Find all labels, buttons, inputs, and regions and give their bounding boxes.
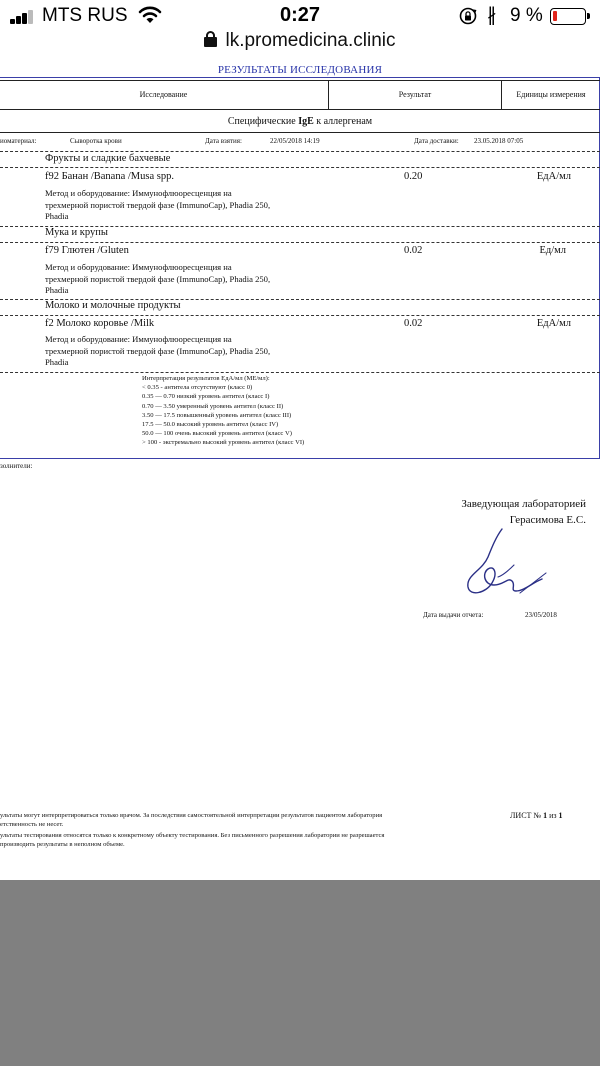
bluetooth-icon: ∦	[487, 5, 497, 26]
status-bar	[0, 0, 600, 32]
test-result: 0.20	[404, 171, 423, 182]
group-title: Мука и крупы	[45, 227, 108, 238]
group-title: Молоко и молочные продукты	[45, 300, 181, 311]
column-header-test: Исследование	[139, 90, 188, 99]
issue-date-value: 23/05/2018	[525, 611, 557, 619]
divider	[0, 132, 600, 133]
test-result: 0.02	[404, 318, 423, 329]
clock: 0:27	[279, 4, 321, 26]
test-unit: Ед/мл	[539, 245, 566, 256]
page-number: ЛИСТ № 1 из 1	[510, 811, 563, 820]
test-unit: ЕдА/мл	[536, 171, 571, 182]
battery-icon	[550, 8, 586, 25]
method-note: Метод и оборудование: Иммунофлюоресценция на трехмерной пористой твердой фазе (ImmunoCap), Phadia 250, Phadia	[45, 188, 271, 221]
material-value: Сыворотка крови	[70, 137, 122, 145]
battery-percent: 9 %	[510, 5, 543, 26]
carrier-name: MTS RUS	[42, 5, 128, 26]
signer-title: Заведующая лабораторией	[461, 498, 586, 510]
column-header-result: Результат	[328, 81, 501, 109]
test-unit: ЕдА/мл	[536, 318, 571, 329]
page-background-grey	[0, 880, 600, 1066]
collected-value: 22/05/2018 14:19	[270, 137, 320, 145]
divider	[0, 151, 600, 152]
handwritten-signature	[458, 525, 553, 605]
signer-name: Герасимова Е.С.	[509, 514, 586, 526]
performers-label: золнители:	[0, 462, 33, 470]
delivered-value: 23.05.2018 07:05	[474, 137, 524, 145]
table-header	[0, 80, 600, 110]
interpretation-legend: Интерпретация результатов ЕдА/мл (МЕ/мл): < 0.35 - антитела отсутствуют (класс 0) 0.35 — 0.70 низкий уровень антител (класс I) 0.70 — 3.50 умеренный уровень антител (класс II) 3.50 — 17.5 повышенный уровень антител (класс III) 17.5 — 50.0 высокий уровень антител (класс IV) 50.0 — 100 очень высокий уровень антител (класс V) > 100 - экстремально высокий уровень антител (класс VI)	[142, 375, 305, 447]
material-label: иоматериал:	[0, 137, 37, 145]
issue-date-label: Дата выдачи отчета:	[423, 611, 484, 619]
divider	[0, 167, 600, 168]
group-title: Фрукты и сладкие бахчевые	[45, 153, 171, 164]
address-bar[interactable]	[0, 30, 600, 60]
divider	[0, 242, 600, 243]
document-title: РЕЗУЛЬТАТЫ ИССЛЕДОВАНИЯ	[217, 64, 383, 76]
method-note: Метод и оборудование: Иммунофлюоресценция на трехмерной пористой твердой фазе (ImmunoCap), Phadia 250, Phadia	[45, 334, 271, 367]
column-header-units: Единицы измерения	[501, 81, 600, 109]
test-name: f92 Банан /Banana /Musa spp.	[45, 171, 174, 182]
rotation-lock-icon	[459, 7, 477, 25]
divider	[0, 372, 600, 373]
section-title: Специфические IgE к аллергенам	[227, 116, 373, 127]
padlock-icon	[204, 31, 217, 47]
divider	[0, 315, 600, 316]
test-name: f2 Молоко коровье /Milk	[45, 318, 155, 329]
method-note: Метод и оборудование: Иммунофлюоресценция на трехмерной пористой твердой фазе (ImmunoCap), Phadia 250, Phadia	[45, 262, 271, 295]
url-text[interactable]: lk.promedicina.clinic	[225, 30, 396, 51]
test-name: f79 Глютен /Gluten	[45, 245, 129, 256]
test-result: 0.02	[404, 245, 423, 256]
signer-block	[461, 496, 586, 528]
delivered-label: Дата доставки:	[414, 137, 459, 145]
collected-label: Дата взятия:	[205, 137, 242, 145]
footnote: ультаты тестирования относятся только к конкретному объекту тестирования. Без письменного разрешения лаборатории не разрешается производить результаты в неполном объеме.	[0, 832, 385, 848]
footnote: ультаты могут интерпретироваться только врачом. За последствия самостоятельной интерпретации результатов пациентом лаборатория етственность не несет.	[0, 812, 383, 828]
